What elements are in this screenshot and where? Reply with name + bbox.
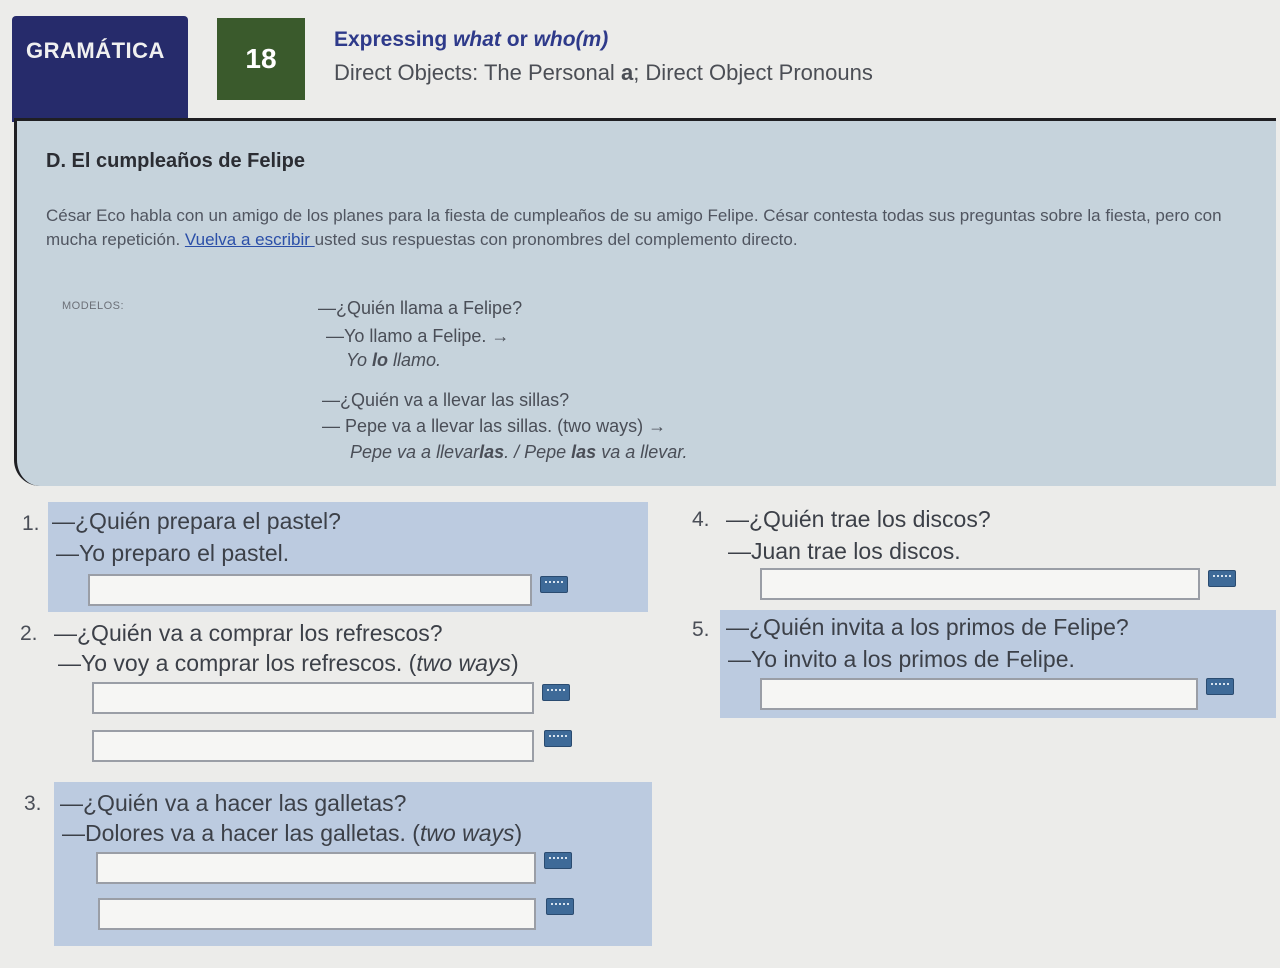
subtitle-text: Direct Objects: The Personal xyxy=(334,60,621,85)
item2-question: —¿Quién va a comprar los refrescos? xyxy=(54,620,443,646)
keyboard-icon[interactable] xyxy=(1208,570,1236,587)
item1-number: 1. xyxy=(22,512,40,535)
item3-note: two ways xyxy=(419,820,515,846)
item2-statement-text: —Yo voy a comprar los refrescos. ( xyxy=(58,650,417,676)
item3-answer-input-2[interactable] xyxy=(98,898,536,930)
gramatica-tab xyxy=(12,16,188,122)
item3-answer-input-1[interactable] xyxy=(96,852,536,884)
title-or: or xyxy=(500,28,534,51)
item2-answer-input-1[interactable] xyxy=(92,682,534,714)
keyboard-icon[interactable] xyxy=(544,852,572,869)
model2-rewrite-pre: Pepe va a llevar xyxy=(350,442,480,462)
item3-question: —¿Quién va a hacer las galletas? xyxy=(60,790,407,816)
keyboard-icon[interactable] xyxy=(540,576,568,593)
item2-statement-close: ) xyxy=(510,650,519,676)
item4-statement: —Juan trae los discos. xyxy=(728,538,961,564)
item2-statement xyxy=(58,650,519,677)
subtitle-a: a xyxy=(620,60,634,85)
item5-number: 5. xyxy=(692,618,710,641)
model2-rewrite xyxy=(350,442,688,463)
model2-rewrite-pronoun: las xyxy=(479,442,505,462)
keyboard-icon[interactable] xyxy=(542,684,570,701)
item2-number: 2. xyxy=(20,622,38,645)
modelos-label: MODELOS: xyxy=(62,300,125,312)
model1-rewrite-post: llamo. xyxy=(388,350,442,370)
keyboard-icon[interactable] xyxy=(544,730,572,747)
chapter-number: 18 xyxy=(217,18,305,100)
model1-rewrite-pronoun: lo xyxy=(372,350,389,370)
title-what: what xyxy=(453,28,501,51)
item3-number: 3. xyxy=(24,792,42,815)
item5-answer-input[interactable] xyxy=(760,678,1198,710)
model1-rewrite xyxy=(346,350,441,371)
instructions xyxy=(46,204,1274,252)
header-title xyxy=(334,28,608,52)
item3-statement-text: —Dolores va a hacer las galletas. ( xyxy=(62,820,420,846)
title-text: Expressing xyxy=(334,28,454,51)
item3-statement xyxy=(62,820,522,847)
subtitle-post: ; Direct Object Pronouns xyxy=(633,60,873,85)
item2-note: two ways xyxy=(416,650,511,676)
item1-answer-input[interactable] xyxy=(88,574,532,606)
activity-title: D. El cumpleaños de Felipe xyxy=(46,150,305,172)
item4-number: 4. xyxy=(692,508,710,531)
item2-answer-input-2[interactable] xyxy=(92,730,534,762)
keyboard-icon[interactable] xyxy=(1206,678,1234,695)
instructions-text: César Eco habla con un amigo de los planes para la fiesta de cumpleaños de su amigo Felipe. César contesta todas sus preguntas sobre la fiesta, pero con mucha repetición. xyxy=(46,206,1222,249)
model2-rewrite-pronoun-2: las xyxy=(571,442,597,462)
section-label: GRAMÁTICA xyxy=(26,38,165,63)
header-subtitle xyxy=(334,60,873,86)
item4-question: —¿Quién trae los discos? xyxy=(726,506,991,532)
model2-rewrite-mid: . / Pepe xyxy=(504,442,572,462)
model1-answer: —Yo llamo a Felipe. → xyxy=(326,326,510,346)
model1-rewrite-pre: Yo xyxy=(346,350,373,370)
instructions-text-end: usted sus respuestas con pronombres del complemento directo. xyxy=(314,230,798,249)
item5-question: —¿Quién invita a los primos de Felipe? xyxy=(726,614,1129,640)
model2-answer: — Pepe va a llevar las sillas. (two ways) → xyxy=(322,416,667,436)
vuelva-a-escribir-link[interactable]: Vuelva a escribir xyxy=(184,230,315,249)
item1-question: —¿Quién prepara el pastel? xyxy=(52,508,341,534)
item1-statement: —Yo preparo el pastel. xyxy=(56,540,290,566)
item4-answer-input[interactable] xyxy=(760,568,1200,600)
model2-question: —¿Quién va a llevar las sillas? xyxy=(322,390,570,410)
item3-statement-close: ) xyxy=(514,820,523,846)
model1-question: —¿Quién llama a Felipe? xyxy=(318,298,523,318)
item5-statement: —Yo invito a los primos de Felipe. xyxy=(728,646,1075,672)
keyboard-icon[interactable] xyxy=(546,898,574,915)
model2-rewrite-post: va a llevar. xyxy=(596,442,688,462)
title-who: who(m) xyxy=(533,28,609,51)
